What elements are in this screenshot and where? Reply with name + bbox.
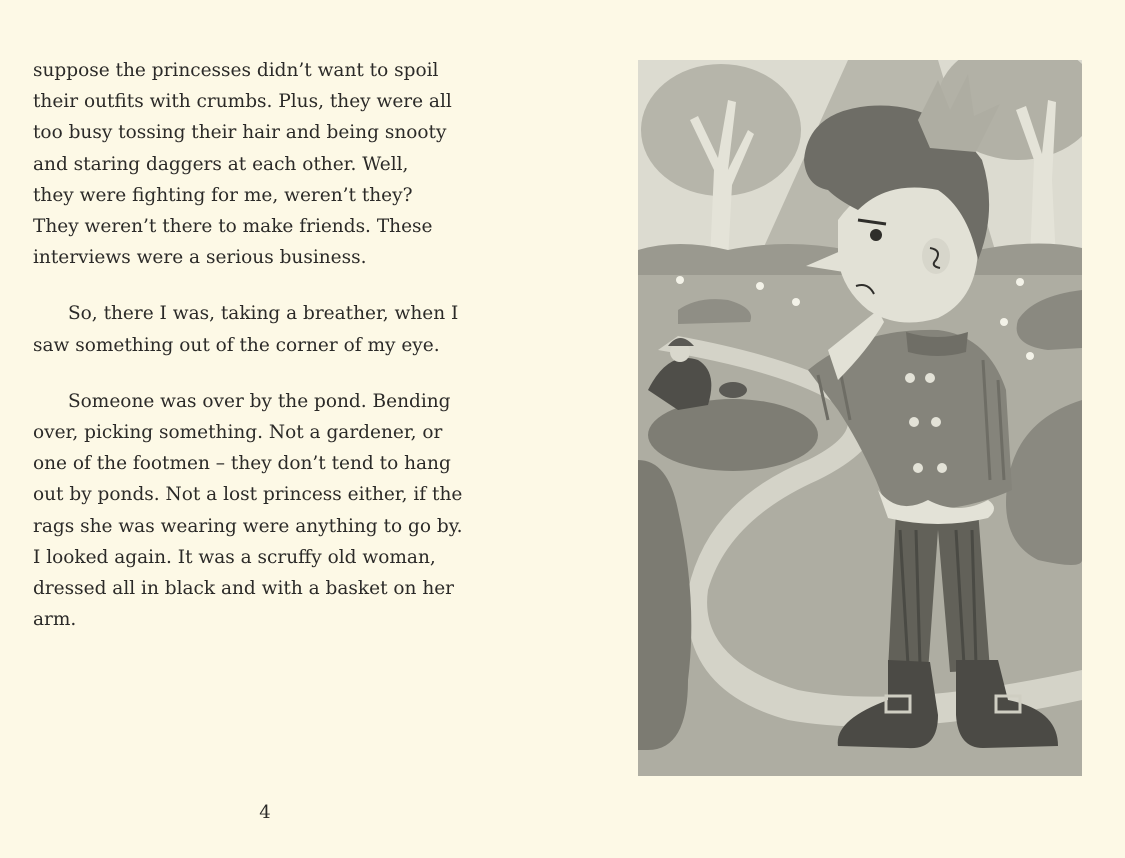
paragraph-3: Someone was over by the pond. Bending over, picking something. Not a gardener, or one of the footmen – they don’t tend to hang out by ponds. Not a lost princess either, if the rags she was wearing were anything to go by. I looked again. It was a scruffy old woman, dressed all in black and with a basket on her arm. <box>33 390 463 631</box>
prince-garden-illustration <box>638 60 1082 776</box>
page-number: 4 <box>259 802 271 823</box>
story-text <box>33 55 488 660</box>
pond <box>648 399 818 471</box>
paragraph-2: So, there I was, taking a breather, when I saw something out of the corner of my eye. <box>33 303 459 356</box>
paragraph-1: suppose the princesses didn’t want to spoil their outfits with crumbs. Plus, they were all too busy tossing their hair and being snooty and staring daggers at each other. Well, they were fighting for me, weren’t they? They weren’t there to make friends. These interviews were a serious business. <box>33 60 452 269</box>
